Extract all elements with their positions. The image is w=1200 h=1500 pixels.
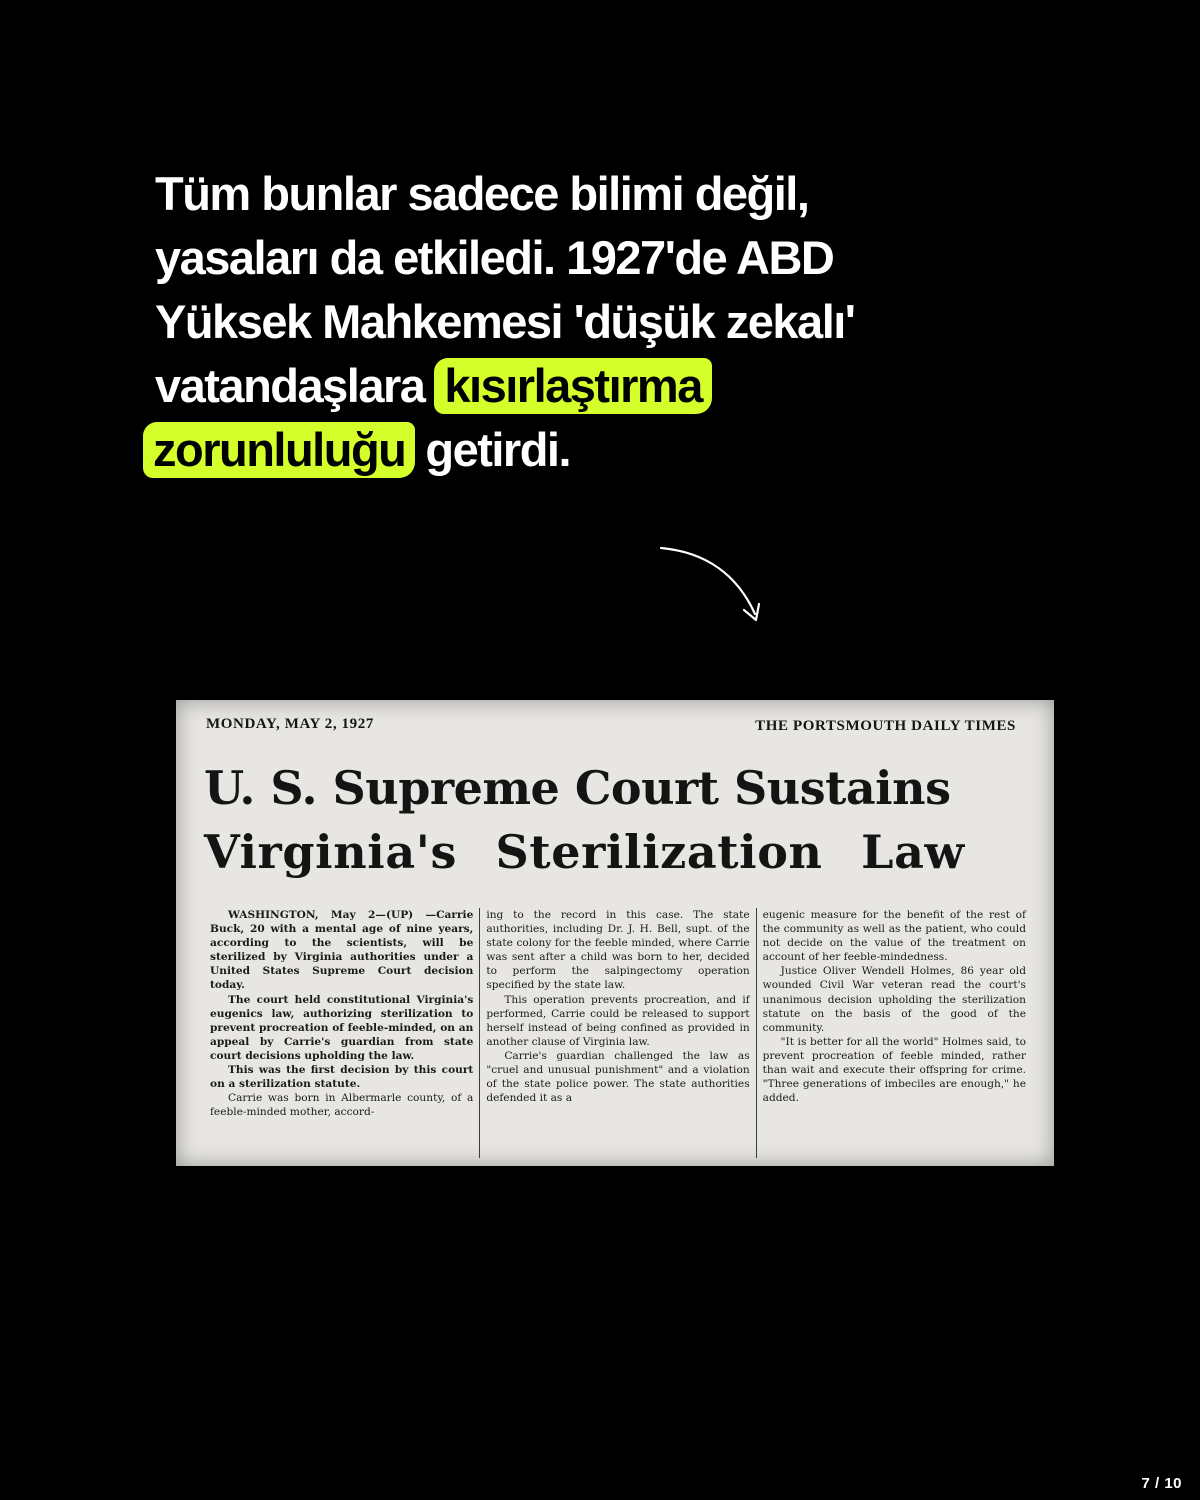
headline-line-5 — [155, 418, 1055, 482]
newspaper-headline-line-1: U. S. Supreme Court Sustains — [204, 761, 951, 815]
article-paragraph: Carrie's guardian challenged the law as "cruel and unusual punishment" and a violation of the state police power. The state authorities defended it as a — [486, 1049, 750, 1105]
headline-line-5-suffix: getirdi. — [425, 423, 571, 476]
article-paragraph: This operation prevents procreation, and if performed, Carrie could be released to support herself instead of being confined as provided in another clause of Virginia law. — [486, 993, 750, 1048]
article-paragraph: This was the first decision by this court on a sterilization statute. — [210, 1064, 474, 1091]
article-paragraph: "It is better for all the world" Holmes said, to prevent procreation of feeble minded, rather than wait and execute their offspring for crime. "Three generations of imbeciles are enough," he added. — [762, 1035, 1026, 1105]
highlight-obligation: zorunluluğu — [143, 422, 415, 478]
curved-arrow-down-right-icon — [655, 540, 775, 630]
article-paragraph: ing to the record in this case. The state authorities, including Dr. J. H. Bell, supt. of the state colony for the feeble minded, where Carrie was sent after a child was born to her, decided to perform the salpingectomy operation specified by the state law. — [486, 909, 750, 992]
headline-line-2: yasaları da etkiledi. 1927'de ABD — [155, 231, 834, 284]
article-column-2 — [479, 908, 755, 1158]
highlight-sterilization: kısırlaştırma — [434, 358, 711, 414]
newspaper-headline-line-2: Virginia's Sterilization Law — [204, 825, 965, 879]
article-column-1 — [204, 908, 479, 1158]
newspaper-masthead — [206, 716, 1016, 738]
headline-line-1: Tüm bunlar sadece bilimi değil, — [155, 167, 809, 220]
newspaper-headline — [204, 756, 1026, 884]
headline-line-4-prefix: vatandaşlara — [155, 359, 425, 412]
article-column-3 — [756, 908, 1032, 1158]
article-paragraph: eugenic measure for the benefit of the rest of the community as well as the patient, who could not decide on the value of the treatment on account of her feeble-mindedness. — [762, 909, 1026, 964]
slide-headline — [155, 162, 1055, 482]
newspaper-clipping — [176, 700, 1054, 1166]
page-counter: 7 / 10 — [1141, 1475, 1182, 1492]
article-paragraph: Carrie was born in Albermarle county, of a feeble-minded mother, accord- — [210, 1092, 474, 1119]
article-paragraph: The court held constitutional Virginia's eugenics law, authorizing sterilization to prevent procreation of feeble-minded, on an appeal by Carrie's guardian from state court decisions upholding the law. — [210, 993, 474, 1062]
article-paragraph: WASHINGTON, May 2—(UP) —Carrie Buck, 20 with a mental age of nine years, according to the scientists, will be sterilized by Virginia authorities under a United States Supreme Court decision today. — [210, 909, 474, 992]
article-paragraph: Justice Oliver Wendell Holmes, 86 year old wounded Civil War veteran read the court's unanimous decision upholding the sterilization statute on the basis of the good of the community. — [762, 965, 1026, 1034]
newspaper-date: MONDAY, MAY 2, 1927 — [206, 716, 374, 732]
headline-line-4 — [155, 354, 1055, 418]
newspaper-columns — [204, 908, 1032, 1158]
newspaper-name: THE PORTSMOUTH DAILY TIMES — [755, 718, 1016, 734]
headline-line-3: Yüksek Mahkemesi 'düşük zekalı' — [155, 295, 855, 348]
